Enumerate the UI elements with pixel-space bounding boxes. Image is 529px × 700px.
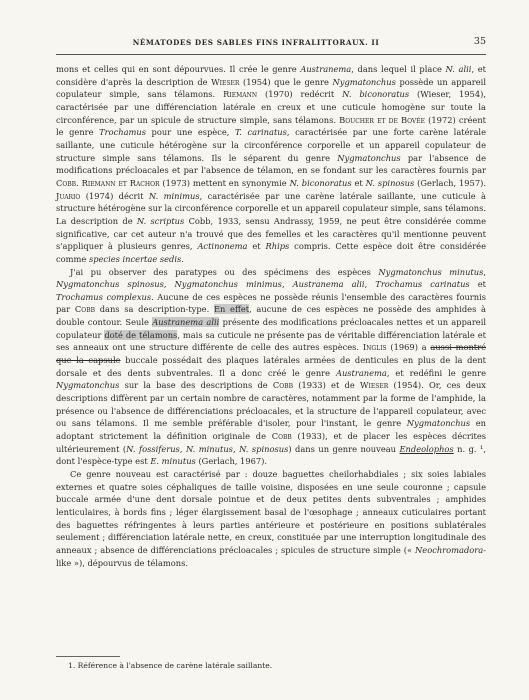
text-run: , [163, 279, 175, 290]
text-run: N. fossiferus [126, 443, 180, 454]
text-run: T. carinatus [234, 127, 287, 138]
text-run: Endeolophos [399, 443, 454, 454]
page-number: 35 [473, 36, 486, 47]
text-run: Nygmatonchus minimus [174, 279, 282, 290]
text-run: , caractérisée par une carène latérale saillante, une cuticule à structure hétérogène sur la circonférence corporelle et un appareil copulateur simple, sans télamons. La description de [56, 190, 487, 226]
text-run: , dans lequel il place [351, 64, 446, 74]
text-run: Neochromadora [415, 544, 484, 555]
text-run: Nygmatonchus [332, 76, 396, 87]
text-run: doté de télamons [104, 329, 178, 340]
text-run: , [364, 279, 376, 290]
text-run: , et redéfini le genre [386, 367, 486, 378]
text-run: (1969) a [386, 342, 431, 353]
text-run: Wieser [211, 76, 240, 87]
text-run: En effet [213, 304, 250, 315]
text-run: buccale possédait des plaques latérales armées de denticules en plus de la dent dorsale et des dents subventrales. Il a donc créé le genre [56, 355, 486, 378]
text-run: Riemann [223, 89, 258, 100]
text-run: en adoptant strictement la définition originale de [56, 418, 486, 442]
text-run: Austranema alii [152, 317, 220, 328]
text-run: Cobb, 1933, sensu Andrassy, 1959, ne peut être considérée comme significative, car cet auteur n'a trouvé que des femelles et les caractères qu'il mentionne peuvent s'appliquer à plusieurs genres, [56, 215, 486, 252]
text-run: Nygmatonchus minutus [378, 266, 484, 277]
text-run: , et considère d'après la description de [56, 64, 486, 87]
text-run: (1954) que le genre [239, 76, 333, 87]
text-run: compris. Cette espèce doit être considérée comme [56, 241, 486, 264]
text-run: J'ai pu observer des paratypes ou des spécimens des espèces [70, 266, 379, 277]
text-run: Austranema [300, 64, 352, 74]
text-run: , aucune de ces espèces ne possède des amphides à double contour. Seule [56, 304, 486, 328]
text-run: présente des modifications précloacales nettes et un appareil copulateur [56, 317, 487, 340]
paragraph [56, 266, 486, 469]
running-title: NÉMATODES DES SABLES FINS INFRALITTORAUX. II [132, 38, 380, 47]
text-run: , [232, 443, 240, 454]
text-run: (1933), et de placer les espèces décrites ultérieurement ( [56, 431, 486, 454]
text-run: Nygmatonchus [406, 418, 471, 429]
text-run: mons et celles qui en sont dépourvues. Il crée le genre [56, 64, 301, 74]
text-run: . [181, 253, 184, 264]
text-run: Trochamus complexus [56, 291, 152, 302]
text-run: N. alii [445, 64, 472, 74]
text-run: Actinonema [197, 241, 248, 252]
paragraph [56, 63, 486, 266]
text-run: , caractérisée par une forte carène latérale saillante, une cuticule hétérogène sur la circonférence corporelle et un appareil copulateur de structure simple sans télamons. Ils le séparent du genre [56, 127, 486, 163]
text-run: pour une espèce, [146, 127, 235, 138]
text-run: Boucher et de Bovée [339, 114, 425, 125]
text-run: Rhips [265, 241, 290, 252]
body-text [56, 63, 486, 569]
text-run: Austranema [335, 367, 387, 378]
text-run: et [247, 241, 266, 252]
text-run: (1972) créent le genre [56, 114, 487, 138]
text-run: E. minutus [150, 456, 196, 467]
text-run: Nygmatonchus spinosus [56, 279, 164, 290]
text-run: N. spinosus [239, 443, 289, 454]
text-run: et [469, 279, 487, 290]
text-run: , [281, 279, 293, 290]
text-run: (1933) et de [293, 380, 360, 391]
text-run: N. biconoratus [289, 177, 352, 188]
text-run: N. spinosus [365, 177, 415, 188]
text-run: aussi montré que la capsule [56, 342, 487, 366]
text-run: Austranema alii [292, 279, 365, 290]
text-run: Nygmatonchus [56, 380, 120, 391]
text-run: Juario [56, 190, 81, 201]
text-run: n. g. ¹, dont l'espèce-type est [56, 443, 487, 467]
text-run: . Aucune de ces espèces ne possède réunis l'ensemble des caractères fournis par [56, 291, 487, 315]
text-run: Trochamus carinatus [375, 279, 470, 290]
paragraph [56, 468, 486, 569]
text-run: Riemann et Rachor [81, 177, 160, 188]
text-run: N. minimus [148, 190, 200, 201]
page-header [56, 38, 486, 50]
text-run: (1970) redécrit [257, 89, 343, 100]
text-run: N. scriptus [136, 215, 185, 226]
header-rule [56, 54, 486, 55]
footnote-rule [56, 656, 120, 657]
text-run: sur la base des descriptions de [119, 380, 273, 391]
text-run: ) dans un genre nouveau [288, 443, 400, 454]
text-run: (1954). Or, ces deux descriptions diffèrent par un certain nombre de caractères, notamment par la forme de l'amphide, la présence ou l'absence de différenciations précloacales, et la structure de l'appareil copulateur, avec ou sans télamons. Il me semble préférable d'isoler, pour l'instant, le genre [56, 380, 486, 429]
text-run: (Wieser, 1954), caractérisée par une différenciation latérale en creux et une cuticule homogène sur toute la circonférence, par un spicule de structure simple, sans télamons. [56, 89, 486, 125]
text-run: , mais sa cuticule ne présente pas de véritable différenciation latérale et ses anneaux ont une structure différente de celle des autres espèces. [56, 329, 486, 353]
text-run: dans sa description-type. [95, 304, 214, 315]
text-run: Wieser [359, 380, 389, 391]
text-run: species incertae sedis [88, 253, 182, 264]
text-run: (Gerlach, 1967). [195, 456, 268, 467]
text-run: Ce genre nouveau est caractérisé par : douze baguettes cheilorhabdiales ; six soies labiales externes et quatre soies céphaliques de taille voisine, disposées en une seule couronne ; capsule buccale armée d'une dent dorsale pointue et de deux petites dents subventrales ; amphides lenticulaires, à bords fins ; léger élargissement basal de l'œsophage ; anneaux cuticulaires portant des baguettes réfringentes à leurs parties antérieure et postérieure en positions sublatérales seulement ; différenciation latérale nette, en creux, constituée par une interruption longitudinale des anneaux ; absence de différenciations précloacales ; spicules de structure simple (« [56, 469, 486, 555]
text-run: (1974) décrit [80, 190, 149, 201]
text-run: . [76, 177, 82, 188]
text-run: Cobb [56, 177, 77, 188]
text-run: , [179, 443, 186, 454]
text-run: , [483, 266, 486, 277]
footnote: 1. Référence à l'absence de carène latérale saillante. [68, 661, 273, 670]
text-run: (Gerlach, 1957). [414, 177, 486, 188]
text-run: Cobb [74, 304, 96, 315]
text-run: et [351, 177, 366, 188]
text-run: par l'absence de modifications précloacales et par l'absence de télamon, en se fondant sur les caractères fournis par [56, 152, 486, 176]
text-run: Nygmatonchus [337, 152, 401, 163]
text-run: N. biconoratus [342, 89, 410, 100]
text-run: (1973) mettent en synonymie [159, 177, 290, 188]
text-run: Trochamus [99, 127, 146, 138]
text-run: -like »), dépourvus de télamons. [56, 544, 486, 568]
text-run: N. minutus [185, 443, 233, 454]
text-run: possède un appareil copulateur simple, sans télamons. [56, 76, 486, 100]
text-run: Cobb [272, 380, 293, 391]
text-run: Inglis [362, 342, 387, 353]
text-run: Cobb [271, 431, 292, 442]
